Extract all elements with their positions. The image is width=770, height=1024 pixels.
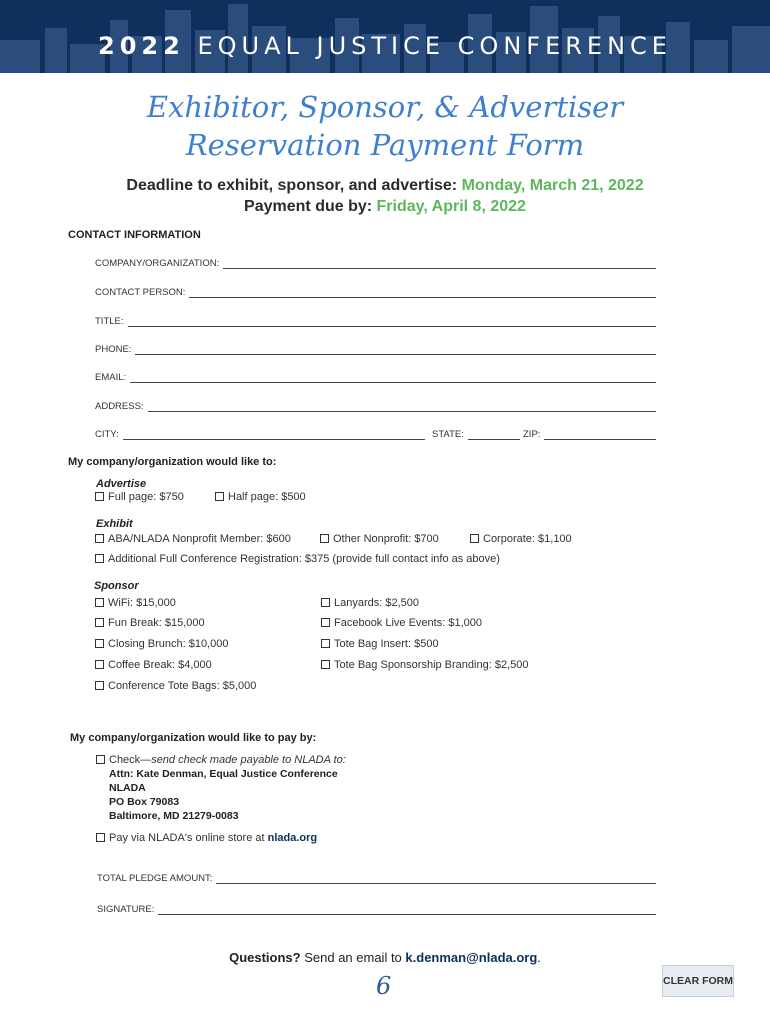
address-field[interactable]: ADDRESS: bbox=[95, 401, 656, 412]
checkbox-corporate[interactable]: Corporate: $1,100 bbox=[470, 533, 572, 545]
checkbox-icon bbox=[321, 598, 330, 607]
checkbox-icon bbox=[215, 492, 224, 501]
checkbox-icon bbox=[96, 833, 105, 842]
nlada-link[interactable]: nlada.org bbox=[267, 832, 318, 844]
checkbox-icon bbox=[95, 660, 104, 669]
checkbox-icon bbox=[470, 534, 479, 543]
checkbox-icon bbox=[95, 618, 104, 627]
payment-deadline: Payment due by: Friday, April 8, 2022 bbox=[244, 198, 526, 215]
checkbox-icon bbox=[95, 639, 104, 648]
checkbox-additional-registration[interactable]: Additional Full Conference Registration: $375 (provide full contact info as above) bbox=[95, 553, 500, 565]
checkbox-icon bbox=[95, 681, 104, 690]
clear-form-button[interactable]: CLEAR FORM bbox=[662, 965, 734, 997]
city-field[interactable]: CITY: bbox=[95, 429, 425, 440]
checkbox-tote-bags[interactable]: Conference Tote Bags: $5,000 bbox=[95, 680, 256, 692]
sponsor-heading: Sponsor bbox=[94, 580, 139, 592]
payment-deadline-date: Friday, April 8, 2022 bbox=[376, 198, 526, 215]
checkbox-icon bbox=[320, 534, 329, 543]
advertise-heading: Advertise bbox=[96, 478, 147, 490]
company-field[interactable]: COMPANY/ORGANIZATION: bbox=[95, 258, 656, 269]
checkbox-coffee-break[interactable]: Coffee Break: $4,000 bbox=[95, 659, 212, 671]
checkbox-closing-brunch[interactable]: Closing Brunch: $10,000 bbox=[95, 638, 228, 650]
form-title-line2: Reservation Payment Form bbox=[185, 128, 585, 162]
checkbox-fun-break[interactable]: Fun Break: $15,000 bbox=[95, 617, 205, 629]
zip-field[interactable]: ZIP: bbox=[523, 429, 656, 440]
state-field[interactable]: STATE: bbox=[432, 429, 520, 440]
checkbox-full-page[interactable]: Full page: $750 bbox=[95, 491, 184, 503]
mailing-address: Attn: Kate Denman, Equal Justice Conference NLADA PO Box 79083 Baltimore, MD 21279-0083 bbox=[109, 768, 338, 822]
email-field[interactable]: EMAIL: bbox=[95, 372, 656, 383]
checkbox-icon bbox=[321, 639, 330, 648]
title-field[interactable]: TITLE: bbox=[95, 316, 656, 327]
signature-field[interactable]: SIGNATURE: bbox=[97, 904, 656, 915]
checkbox-online-store[interactable]: Pay via NLADA's online store at nlada.org bbox=[96, 832, 317, 844]
checkbox-tote-branding[interactable]: Tote Bag Sponsorship Branding: $2,500 bbox=[321, 659, 528, 671]
exhibit-heading: Exhibit bbox=[96, 518, 133, 530]
checkbox-tote-insert[interactable]: Tote Bag Insert: $500 bbox=[321, 638, 439, 650]
checkbox-half-page[interactable]: Half page: $500 bbox=[215, 491, 306, 503]
conference-banner bbox=[0, 0, 770, 73]
checkbox-icon bbox=[95, 492, 104, 501]
checkbox-icon bbox=[321, 660, 330, 669]
checkbox-icon bbox=[95, 598, 104, 607]
form-title-line1: Exhibitor, Sponsor, & Advertiser bbox=[146, 90, 624, 124]
questions-line: Questions? Send an email to k.denman@nlada.org. bbox=[229, 950, 541, 965]
phone-field[interactable]: PHONE: bbox=[95, 344, 656, 355]
exhibit-deadline: Deadline to exhibit, sponsor, and advertise: Monday, March 21, 2022 bbox=[126, 177, 644, 194]
checkbox-lanyards[interactable]: Lanyards: $2,500 bbox=[321, 597, 419, 609]
checkbox-icon bbox=[321, 618, 330, 627]
exhibit-deadline-date: Monday, March 21, 2022 bbox=[461, 177, 644, 194]
checkbox-check[interactable]: Check—send check made payable to NLADA to: bbox=[96, 754, 346, 766]
checkbox-other-nonprofit[interactable]: Other Nonprofit: $700 bbox=[320, 533, 439, 545]
checkbox-wifi[interactable]: WiFi: $15,000 bbox=[95, 597, 176, 609]
checkbox-icon bbox=[95, 554, 104, 563]
page-number: 6 bbox=[376, 972, 392, 1000]
contact-email-link[interactable]: k.denman@nlada.org bbox=[405, 950, 538, 965]
contact-heading: CONTACT INFORMATION bbox=[68, 229, 201, 241]
checkbox-aba-member[interactable]: ABA/NLADA Nonprofit Member: $600 bbox=[95, 533, 291, 545]
options-heading: My company/organization would like to: bbox=[68, 456, 277, 468]
payment-heading: My company/organization would like to pay by: bbox=[70, 732, 317, 744]
contact-person-field[interactable]: CONTACT PERSON: bbox=[95, 287, 656, 298]
checkbox-facebook-live[interactable]: Facebook Live Events: $1,000 bbox=[321, 617, 482, 629]
total-pledge-field[interactable]: TOTAL PLEDGE AMOUNT: bbox=[97, 873, 656, 884]
banner-title: 2022 EQUAL JUSTICE CONFERENCE bbox=[98, 32, 672, 60]
checkbox-icon bbox=[96, 755, 105, 764]
checkbox-icon bbox=[95, 534, 104, 543]
